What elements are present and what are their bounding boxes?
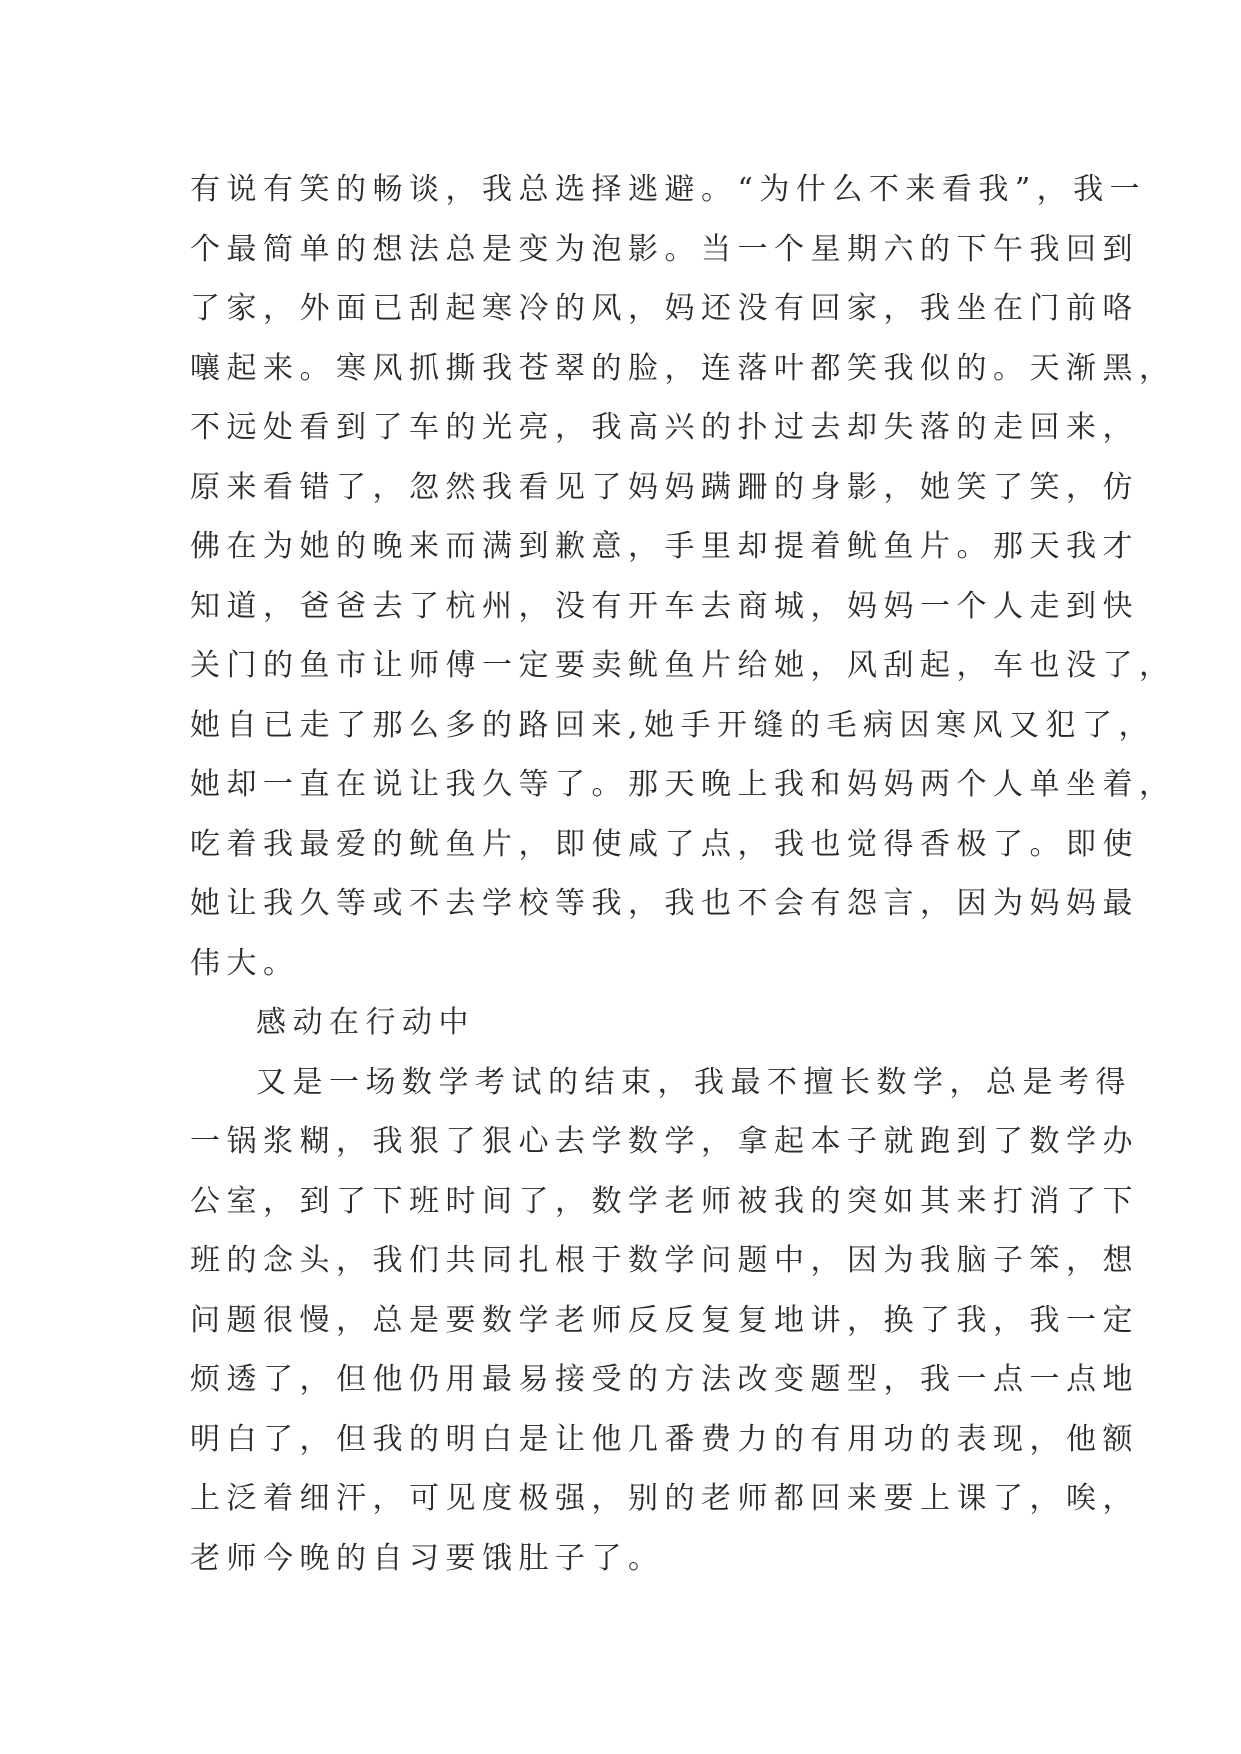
text-line: 不远处看到了车的光亮，我高兴的扑过去却失落的走回来，: [190, 410, 1139, 445]
text-line: 她让我久等或不去学校等我，我也不会有怨言，因为妈妈最: [190, 886, 1139, 921]
text-line: 一锅浆糊，我狠了狠心去学数学，拿起本子就跑到了数学办: [190, 1124, 1139, 1159]
text-line: 知道，爸爸去了杭州，没有开车去商城，妈妈一个人走到快: [190, 588, 1139, 624]
text-line: 关门的鱼市让师傅一定要卖鱿鱼片给她，风刮起，车也没了，: [190, 648, 1176, 683]
text-line: 伟大。: [190, 945, 300, 981]
text-line: 老师今晚的自习要饿肚子了。: [190, 1540, 665, 1576]
text-line: 公室，到了下班时间了，数学老师被我的突如其来打消了下: [190, 1183, 1139, 1219]
text-line: 又是一场数学考试的结束，我最不擅长数学，总是考得: [256, 1064, 1132, 1100]
text-line: 问题很慢，总是要数学老师反反复复地讲，换了我，我一定: [190, 1302, 1139, 1338]
text-line: 她自已走了那么多的路回来,她手开缝的毛病因寒风又犯了，: [190, 707, 1156, 743]
text-line: 班的念头，我们共同扎根于数学问题中，因为我脑子笨，想: [190, 1243, 1139, 1278]
document-body: [190, 160, 1176, 1588]
text-line: 明白了，但我的明白是让他几番费力的有用功的表现，他额: [190, 1421, 1139, 1457]
text-line: 了家，外面已刮起寒冷的风，妈还没有回家，我坐在门前咯: [190, 291, 1139, 326]
section-heading: 感动在行动中: [256, 1005, 475, 1040]
text-line: 上泛着细汗，可见度极强，别的老师都回来要上课了，唉，: [190, 1481, 1139, 1516]
text-line: 嚷起来。寒风抓撕我苍翠的脸，连落叶都笑我似的。天渐黑，: [190, 350, 1176, 386]
text-line: 原来看错了，忽然我看见了妈妈蹒跚的身影，她笑了笑，仿: [190, 469, 1139, 505]
text-line: 烦透了，但他仍用最易接受的方法改变题型，我一点一点地: [190, 1362, 1139, 1397]
text-line: 个最简单的想法总是变为泡影。当一个星期六的下午我回到: [190, 231, 1139, 267]
text-line: 她却一直在说让我久等了。那天晚上我和妈妈两个人单坐着，: [190, 767, 1176, 802]
text-line: 有说有笑的畅谈，我总选择逃避。“为什么不来看我”，我一: [190, 172, 1147, 207]
text-line: 吃着我最爱的鱿鱼片，即使咸了点，我也觉得香极了。即使: [190, 826, 1139, 862]
text-line: 佛在为她的晚来而满到歉意，手里却提着鱿鱼片。那天我才: [190, 529, 1139, 564]
